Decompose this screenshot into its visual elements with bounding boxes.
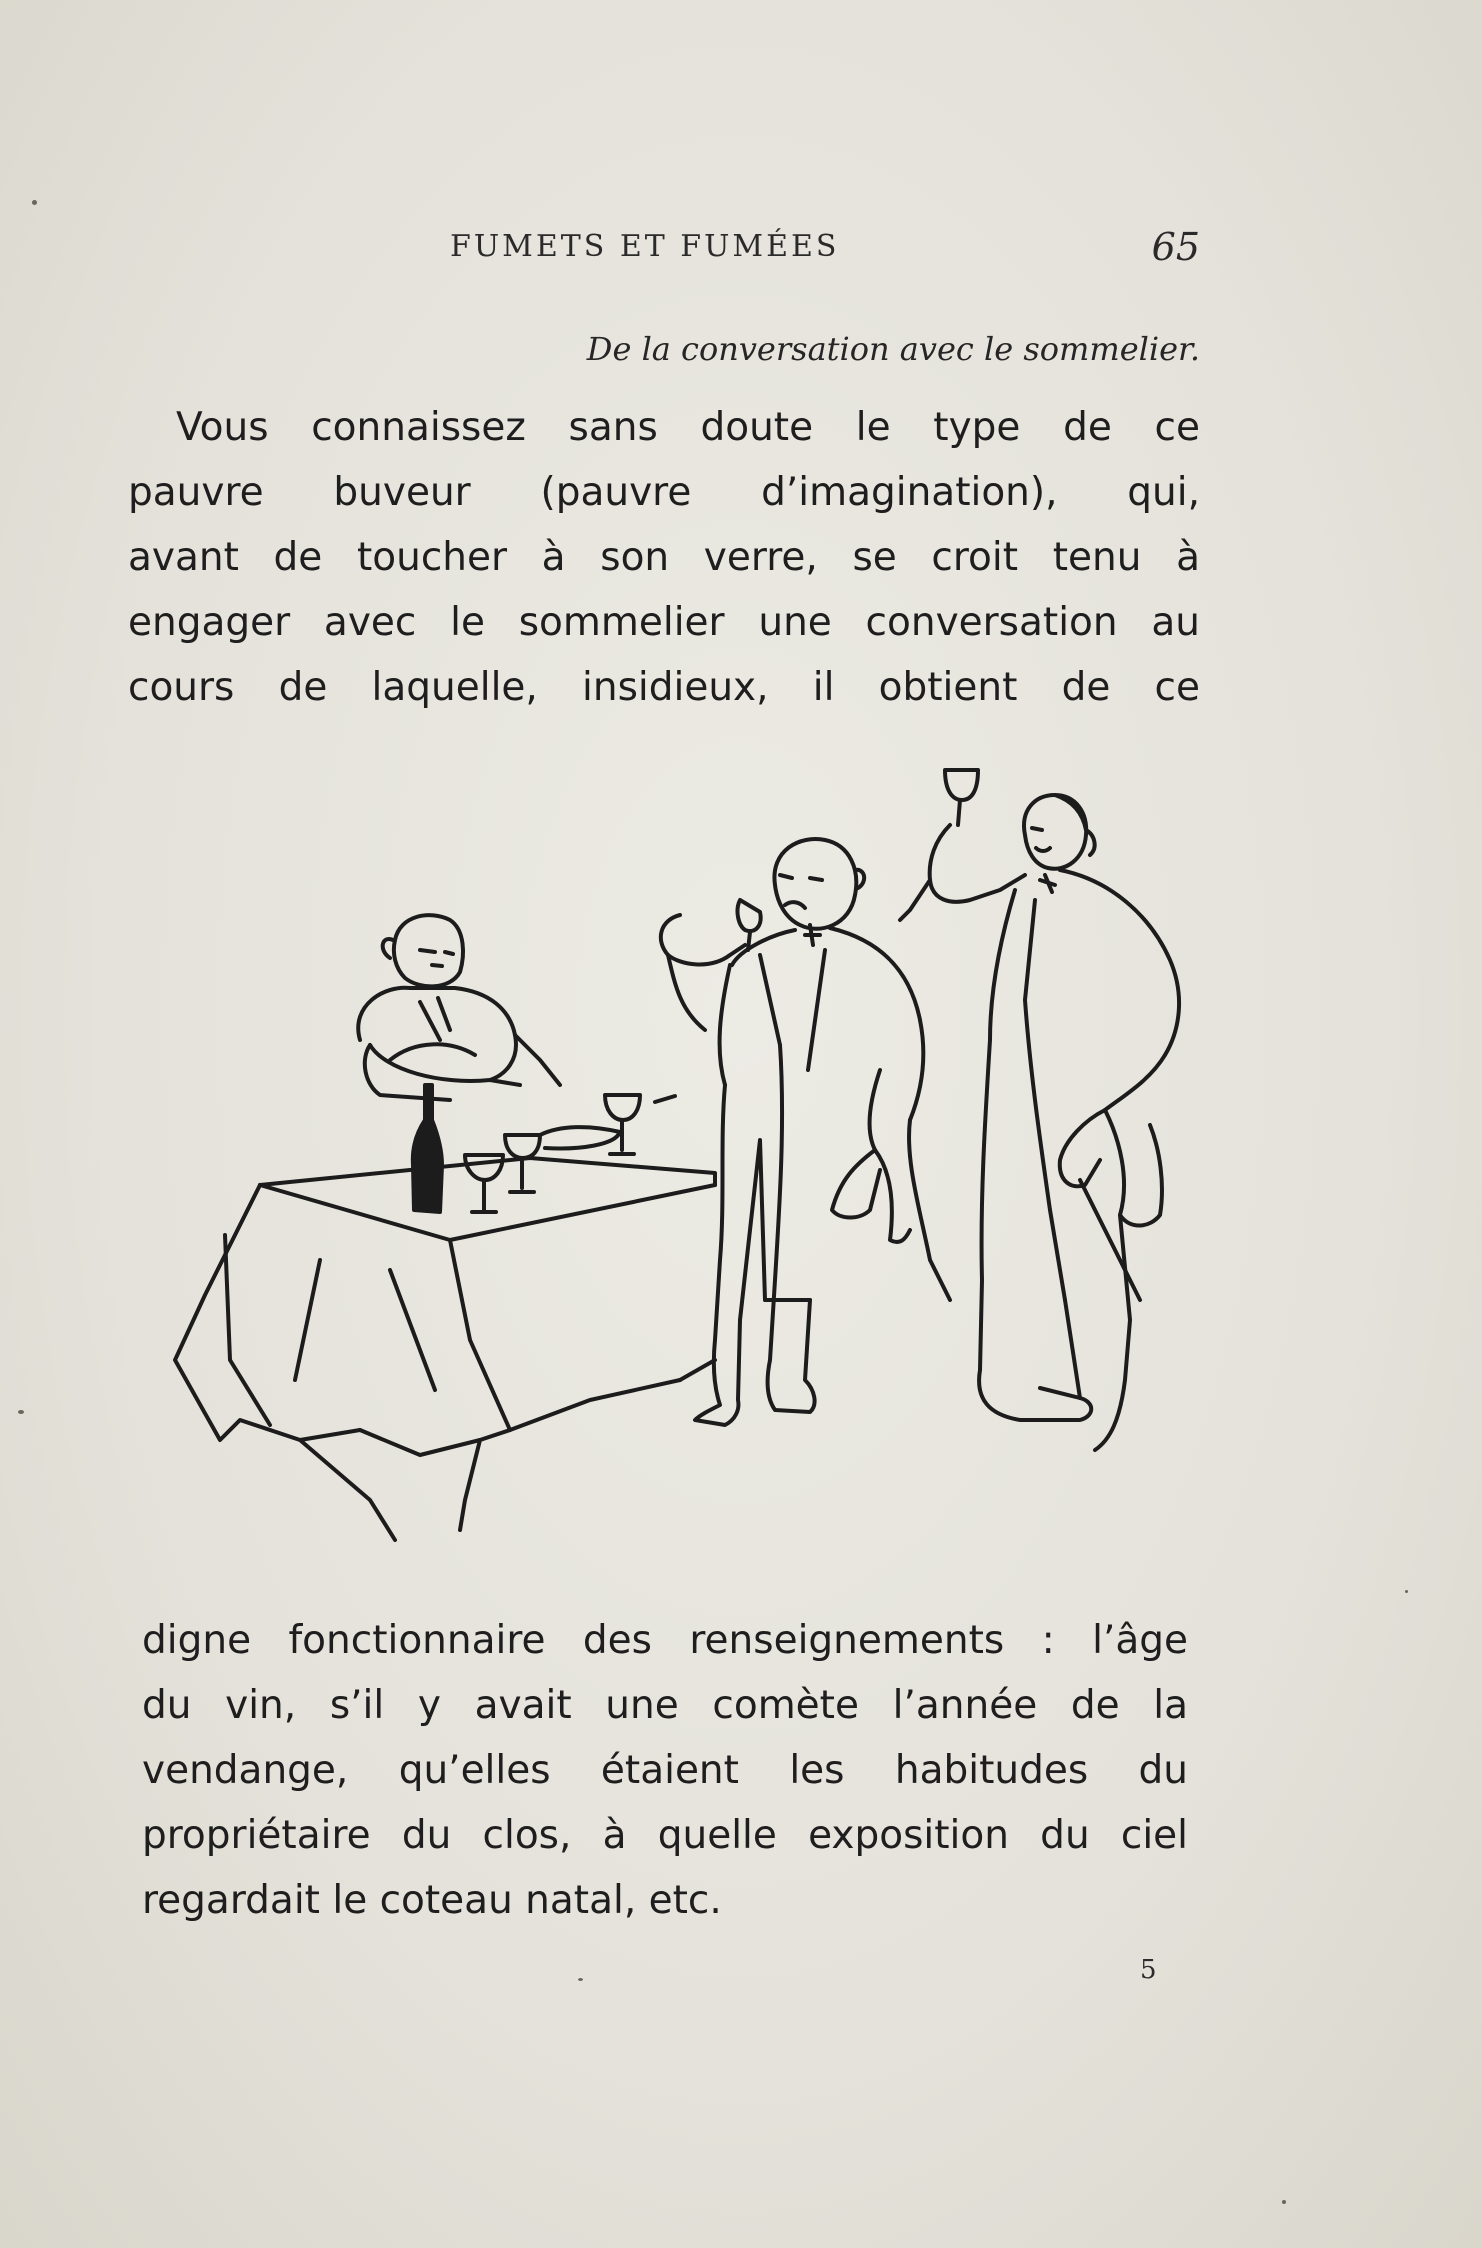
bottle-and-glasses-drawing <box>413 1085 675 1212</box>
folio-signature-number: 5 <box>1140 1955 1157 1985</box>
paragraph-top <box>128 395 1200 720</box>
paper-speck <box>32 200 37 205</box>
paragraph-line: regardait le coteau natal, etc. <box>142 1878 722 1923</box>
paragraph-line: engager avec le sommelier une conversation au <box>128 600 1200 645</box>
seated-diner-drawing <box>358 915 560 1100</box>
paper-speck <box>1405 1590 1408 1593</box>
paragraph-line: pauvre buveur (pauvre d’imagination), qui, <box>128 470 1200 515</box>
paragraph-line: digne fonctionnaire des renseignements : l’âge <box>142 1618 1188 1663</box>
sommelier-illustration <box>120 740 1230 1570</box>
paragraph-line: Vous connaissez sans doute le type de ce <box>176 405 1200 450</box>
paper-speck <box>18 1410 24 1414</box>
paragraph-line: avant de toucher à son verre, se croit tenu à <box>128 535 1200 580</box>
paragraph-line: vendange, qu’elles étaient les habitudes du <box>142 1748 1188 1793</box>
running-header-title: FUMETS ET FUMÉES <box>450 229 840 264</box>
paragraph-line: cours de laquelle, insidieux, il obtient de ce <box>128 665 1200 710</box>
section-heading: De la conversation avec le sommelier. <box>586 330 1200 368</box>
paragraph-line: du vin, s’il y avait une comète l’année de la <box>142 1683 1188 1728</box>
header-page-number: 65 <box>1151 225 1200 269</box>
table-drawing <box>175 1158 715 1540</box>
sommelier-right-drawing <box>900 770 1179 1450</box>
paragraph-line: propriétaire du clos, à quelle exposition du ciel <box>142 1813 1188 1858</box>
paper-speck <box>578 1978 583 1981</box>
paper-speck <box>1282 2200 1286 2204</box>
sommelier-center-drawing <box>661 839 950 1425</box>
running-header <box>130 225 1200 285</box>
paragraph-bottom <box>142 1608 1188 1933</box>
